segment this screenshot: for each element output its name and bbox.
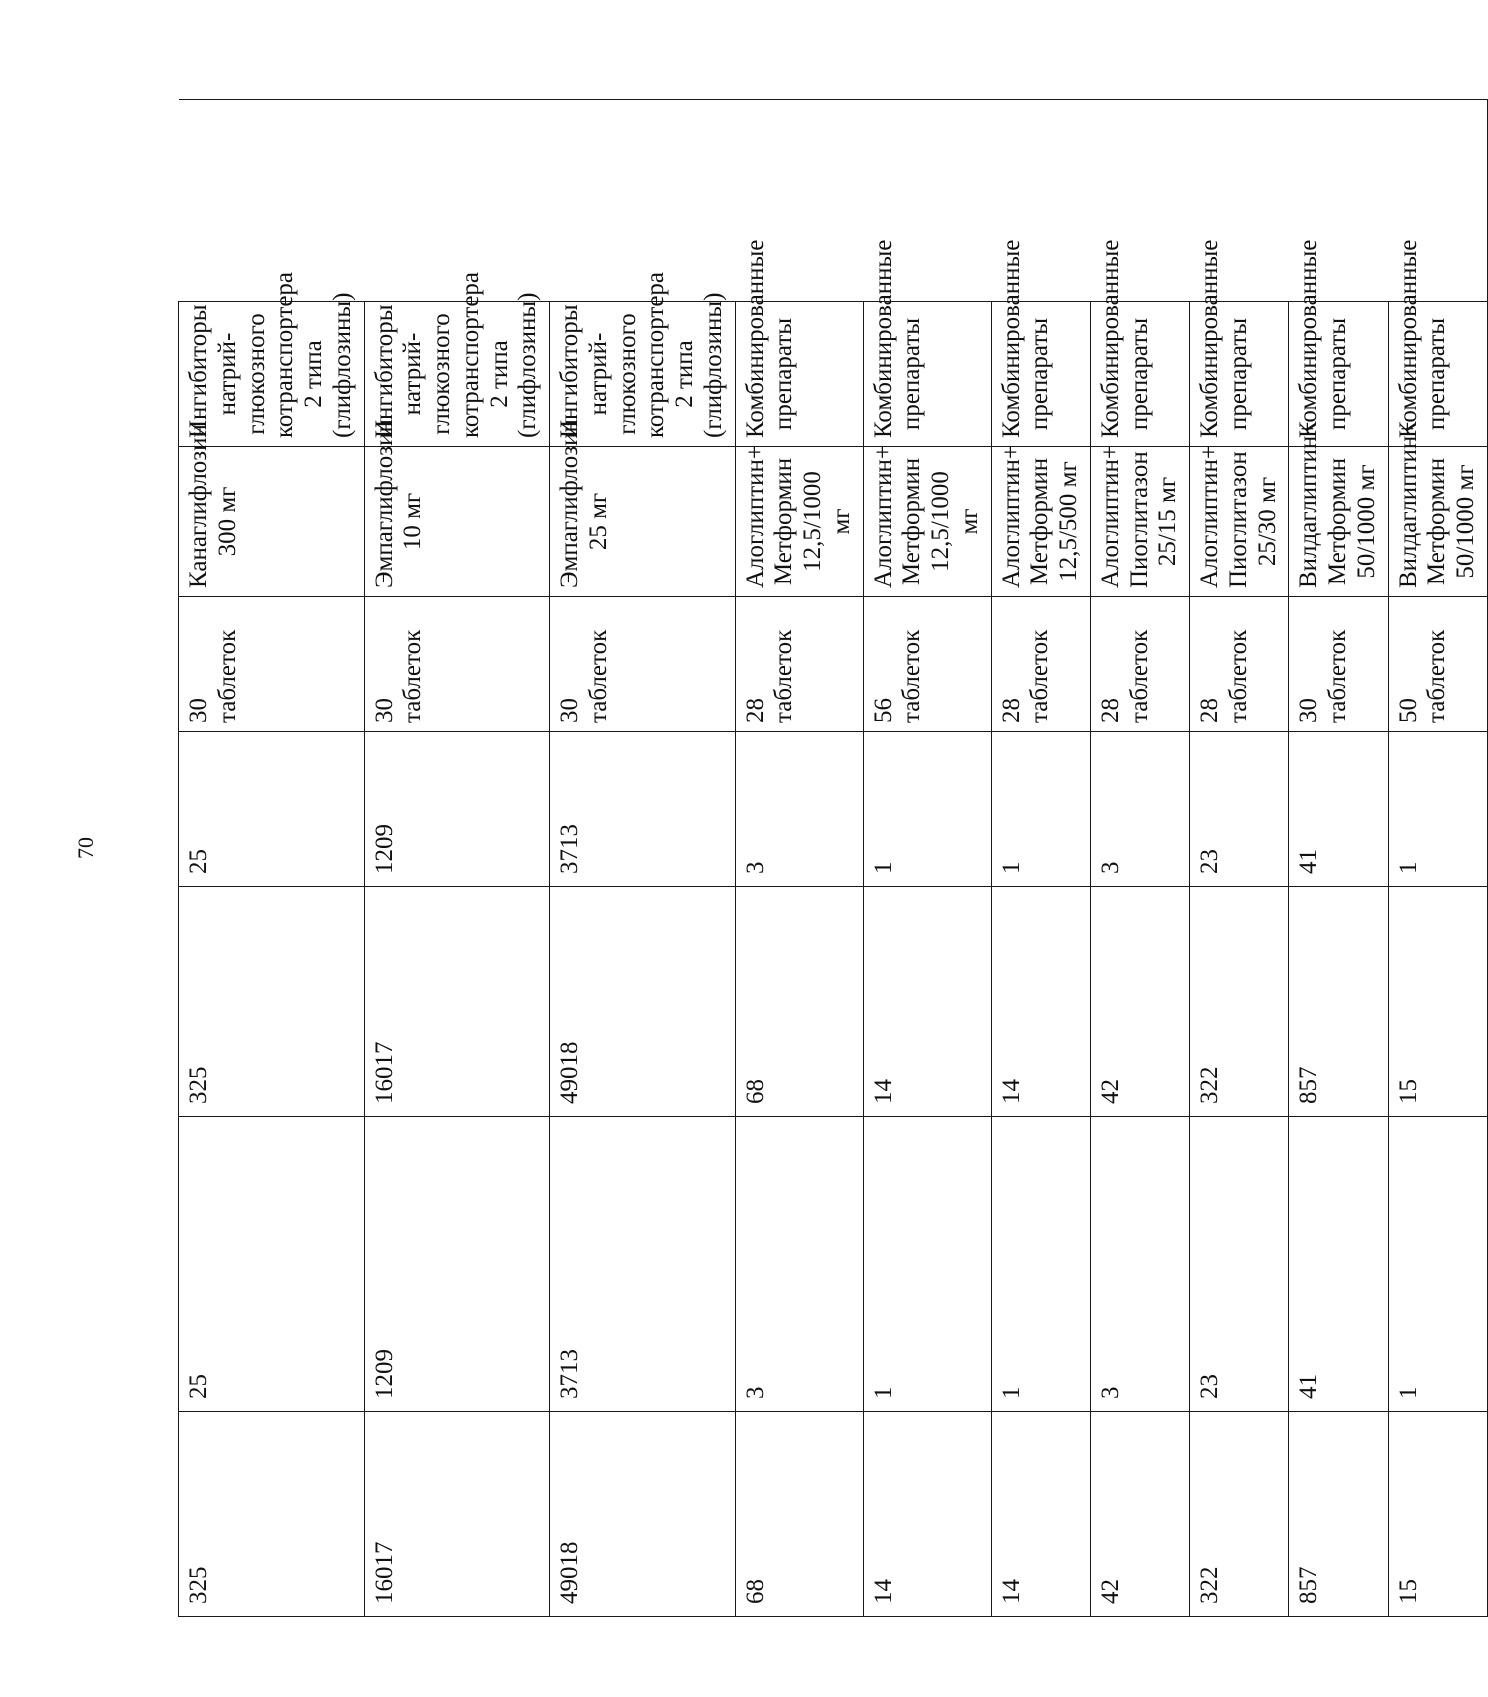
cell-value-3: 1209 xyxy=(364,1117,550,1412)
cell-value-2: 14 xyxy=(991,887,1090,1117)
cell-value-1: 1 xyxy=(1388,732,1487,887)
cell-value-1: 1 xyxy=(863,732,991,887)
cell-drug-name: Вилдаглиптин+ Метформин 50/1000 мг xyxy=(1289,447,1388,597)
table-row xyxy=(1289,100,1388,1617)
cell-value-4: 68 xyxy=(735,1412,863,1617)
cell-drug-group: Комбинированные препараты xyxy=(1388,302,1487,447)
cell-value-4: 322 xyxy=(1190,1412,1289,1617)
cell-drug-name: Канаглифлозин 300 мг xyxy=(179,447,365,597)
cell-value-1: 3 xyxy=(1090,732,1189,887)
drug-table xyxy=(178,99,1488,1617)
cell-value-2: 68 xyxy=(735,887,863,1117)
table-row xyxy=(550,100,736,1617)
cell-empty-column xyxy=(179,100,1488,302)
cell-drug-group: Ингибиторы натрий-глюкозного котранспортера 2 типа (глифлозины) xyxy=(179,302,365,447)
cell-package: 50 таблеток xyxy=(1388,597,1487,732)
cell-package: 30 таблеток xyxy=(179,597,365,732)
cell-package: 28 таблеток xyxy=(1190,597,1289,732)
cell-drug-group: Ингибиторы натрий-глюкозного котранспортера 2 типа (глифлозины) xyxy=(364,302,550,447)
cell-value-3: 3713 xyxy=(550,1117,736,1412)
cell-drug-group: Ингибиторы натрий-глюкозного котранспортера 2 типа (глифлозины) xyxy=(550,302,736,447)
table-row xyxy=(1388,100,1487,1617)
table-body xyxy=(179,100,1488,1617)
cell-value-3: 1 xyxy=(1388,1117,1487,1412)
cell-value-2: 15 xyxy=(1388,887,1487,1117)
cell-value-2: 49018 xyxy=(550,887,736,1117)
cell-value-2: 14 xyxy=(863,887,991,1117)
cell-value-1: 1 xyxy=(991,732,1090,887)
cell-value-4: 14 xyxy=(991,1412,1090,1617)
cell-drug-group: Комбинированные препараты xyxy=(1190,302,1289,447)
cell-value-3: 1 xyxy=(991,1117,1090,1412)
cell-package: 28 таблеток xyxy=(991,597,1090,732)
cell-value-4: 14 xyxy=(863,1412,991,1617)
cell-value-1: 3 xyxy=(735,732,863,887)
cell-drug-group: Комбинированные препараты xyxy=(991,302,1090,447)
cell-value-1: 1209 xyxy=(364,732,550,887)
table-row xyxy=(179,100,365,1617)
cell-drug-name: Эмпаглифлозин 10 мг xyxy=(364,447,550,597)
cell-value-2: 42 xyxy=(1090,887,1189,1117)
cell-drug-name: Алоглиптин+ Метформин 12,5/1000 мг xyxy=(735,447,863,597)
cell-value-1: 3713 xyxy=(550,732,736,887)
cell-drug-group: Комбинированные препараты xyxy=(1090,302,1189,447)
cell-value-3: 41 xyxy=(1289,1117,1388,1412)
rotated-table-wrapper xyxy=(178,100,1479,1617)
cell-package: 28 таблеток xyxy=(1090,597,1189,732)
cell-value-1: 41 xyxy=(1289,732,1388,887)
cell-drug-group: Комбинированные препараты xyxy=(863,302,991,447)
cell-value-3: 1 xyxy=(863,1117,991,1412)
cell-value-4: 42 xyxy=(1090,1412,1189,1617)
cell-value-3: 3 xyxy=(1090,1117,1189,1412)
cell-drug-group: Комбинированные препараты xyxy=(735,302,863,447)
table-row xyxy=(364,100,550,1617)
cell-drug-name: Алоглиптин+ Метформин 12,5/500 мг xyxy=(991,447,1090,597)
table-row xyxy=(991,100,1090,1617)
cell-value-1: 25 xyxy=(179,732,365,887)
cell-value-1: 23 xyxy=(1190,732,1289,887)
page-number: 70 xyxy=(73,837,98,859)
cell-value-3: 25 xyxy=(179,1117,365,1412)
cell-drug-name: Алоглиптин+ Пиоглитазон 25/30 мг xyxy=(1190,447,1289,597)
cell-value-3: 23 xyxy=(1190,1117,1289,1412)
cell-value-4: 325 xyxy=(179,1412,365,1617)
cell-package: 56 таблеток xyxy=(863,597,991,732)
cell-drug-name: Алоглиптин+ Метформин 12,5/1000 мг xyxy=(863,447,991,597)
table-row xyxy=(1190,100,1289,1617)
cell-value-2: 325 xyxy=(179,887,365,1117)
cell-package: 30 таблеток xyxy=(364,597,550,732)
cell-value-4: 49018 xyxy=(550,1412,736,1617)
cell-value-2: 857 xyxy=(1289,887,1388,1117)
cell-value-2: 16017 xyxy=(364,887,550,1117)
cell-value-2: 322 xyxy=(1190,887,1289,1117)
cell-value-4: 15 xyxy=(1388,1412,1487,1617)
cell-package: 30 таблеток xyxy=(550,597,736,732)
cell-value-4: 857 xyxy=(1289,1412,1388,1617)
cell-drug-name: Вилдаглиптин+ Метформин 50/1000 мг xyxy=(1388,447,1487,597)
cell-value-3: 3 xyxy=(735,1117,863,1412)
table-row xyxy=(735,100,863,1617)
cell-value-4: 16017 xyxy=(364,1412,550,1617)
cell-package: 28 таблеток xyxy=(735,597,863,732)
cell-package: 30 таблеток xyxy=(1289,597,1388,732)
table-row xyxy=(1090,100,1189,1617)
table-row xyxy=(863,100,991,1617)
cell-drug-name: Алоглиптин+ Пиоглитазон 25/15 мг xyxy=(1090,447,1189,597)
cell-drug-name: Эмпаглифлозин 25 мг xyxy=(550,447,736,597)
cell-drug-group: Комбинированные препараты xyxy=(1289,302,1388,447)
